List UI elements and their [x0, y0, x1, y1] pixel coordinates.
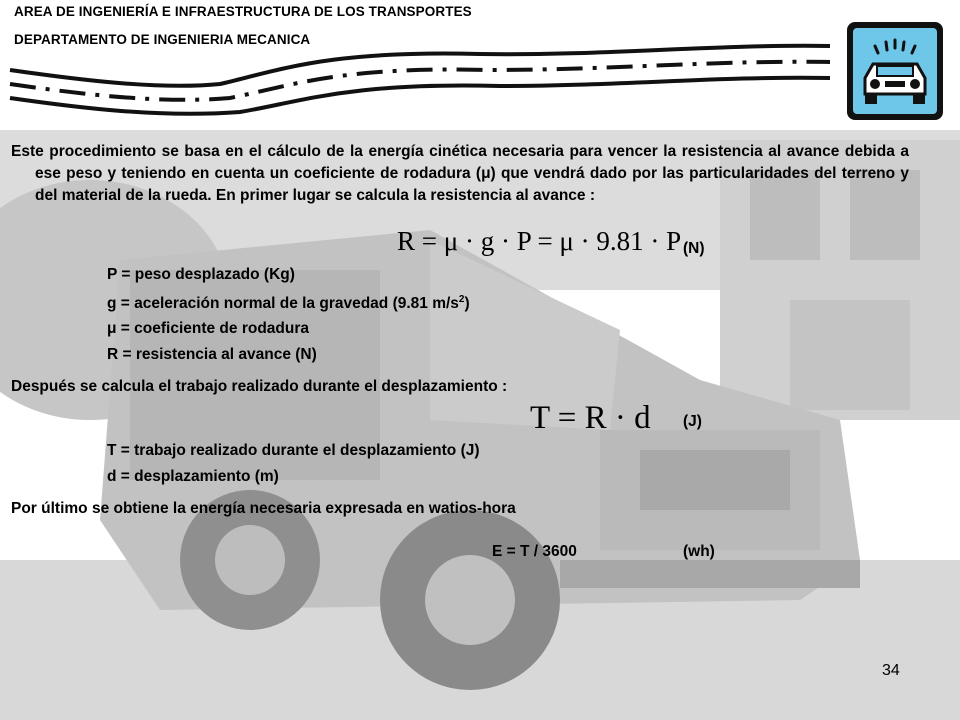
- formula-resistance: R = μ · g · P = μ · 9.81 · P: [397, 226, 682, 256]
- mu-symbol: μ: [481, 165, 491, 182]
- road-decoration: [0, 40, 840, 130]
- header-area-title: AREA DE INGENIERÍA E INFRAESTRUCTURA DE LOS TRANSPORTES: [14, 4, 472, 19]
- definition-g: g = aceleración normal de la gravedad (9.81 $m/s^2$): [107, 294, 470, 313]
- definition-d: d = desplazamiento (m): [107, 468, 279, 485]
- header-department-title: DEPARTAMENTO DE INGENIERIA MECANICA: [14, 32, 311, 47]
- definition-mu: μ = coeficiente de rodadura: [107, 320, 310, 337]
- page-number: 34: [882, 662, 900, 679]
- formula-energy-unit: (wh): [683, 543, 715, 560]
- formula-work-unit: (J): [683, 413, 702, 430]
- definition-p: P = peso desplazado (Kg): [107, 266, 295, 283]
- formula-work: T = R · d: [530, 400, 651, 436]
- definition-t: T = trabajo realizado durante el desplazamiento (J): [107, 442, 480, 459]
- formula-energy: E = T / 3600: [492, 543, 577, 560]
- work-intro-text: Después se calcula el trabajo realizado durante el desplazamiento :: [11, 378, 508, 395]
- definition-r: R = resistencia al avance (N): [107, 346, 317, 363]
- energy-intro-text: Por último se obtiene la energía necesaria expresada en watios-hora: [11, 500, 516, 517]
- formula-resistance-unit: (N): [683, 240, 705, 257]
- intro-paragraph: Este procedimiento se basa en el cálculo de la energía cinética necesaria para vencer la resistencia al avance debida a ese peso y teniendo en cuenta un coeficiente de rodadura (μ) que vendrá dado por las particularidades del terreno y del material de la rueda. En primer lugar se calcula la resistencia al avance :: [11, 143, 909, 204]
- car-warning-icon: [845, 20, 945, 122]
